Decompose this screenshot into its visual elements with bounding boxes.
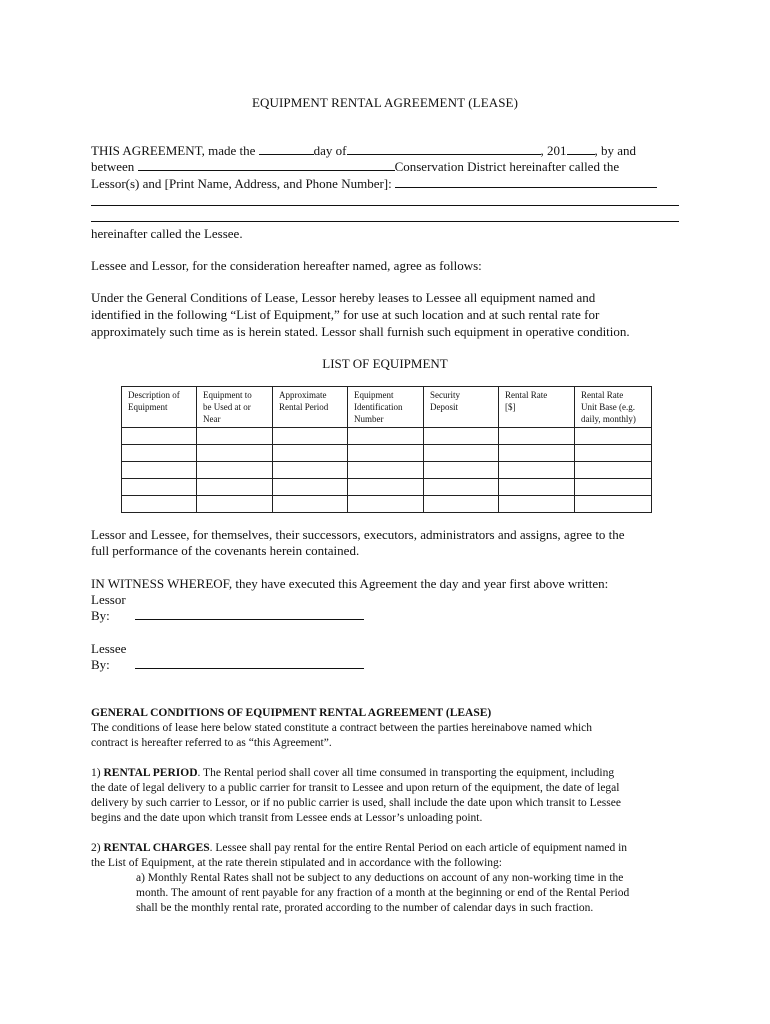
table-cell[interactable]	[499, 496, 575, 513]
table-cell[interactable]	[575, 479, 652, 496]
table-cell[interactable]	[575, 445, 652, 462]
header-security-deposit: Security Deposit	[424, 387, 499, 428]
intro-text: between	[91, 159, 138, 174]
intro-line-2	[91, 159, 691, 176]
table-cell[interactable]	[348, 479, 424, 496]
intro-line-4: hereinafter called the Lessee.	[91, 226, 243, 241]
intro-line-1	[91, 143, 691, 160]
header-description: Description of Equipment	[122, 387, 197, 428]
section-1-heading: RENTAL PERIOD	[103, 767, 198, 779]
agree-text: Lessee and Lessor, for the consideration hereafter named, agree as follows:	[91, 258, 482, 273]
table-cell[interactable]	[424, 479, 499, 496]
lessee-info-line[interactable]	[91, 205, 679, 206]
table-cell[interactable]	[273, 462, 348, 479]
section-2-line: 2) RENTAL CHARGES. Lessee shall pay rental for the entire Rental Period on each article of equipment named in	[91, 842, 628, 854]
section-2a-line: shall be the monthly rental rate, prorated according to the number of calendar days in such fraction.	[136, 902, 594, 914]
table-cell[interactable]	[122, 462, 197, 479]
witness-text: IN WITNESS WHEREOF, they have executed this Agreement the day and year first above written:	[91, 576, 609, 591]
table-row	[122, 479, 652, 496]
table-cell[interactable]	[122, 496, 197, 513]
gc-intro-line: contract is hereafter referred to as “this Agreement”.	[91, 737, 332, 749]
section-2a-line: month. The amount of rent payable for any fraction of a month at the beginning or end of the Rental Period	[136, 887, 630, 899]
table-cell[interactable]	[424, 445, 499, 462]
table-row	[122, 445, 652, 462]
table-cell[interactable]	[122, 445, 197, 462]
table-cell[interactable]	[499, 462, 575, 479]
table-cell[interactable]	[348, 445, 424, 462]
general-para-line: Under the General Conditions of Lease, Lessor hereby leases to Lessee all equipment named and	[91, 290, 596, 305]
lessee-label: Lessee	[91, 641, 127, 656]
by-label: By:	[91, 657, 110, 672]
table-cell[interactable]	[424, 496, 499, 513]
table-cell[interactable]	[197, 479, 273, 496]
table-cell[interactable]	[499, 479, 575, 496]
header-location: Equipment to be Used at or Near	[197, 387, 273, 428]
table-cell[interactable]	[273, 496, 348, 513]
section-1-line: delivery by such carrier to Lessor, or if no public carrier is used, shall include the date upon which transit to Lessee	[91, 797, 621, 809]
table-row	[122, 462, 652, 479]
list-of-equipment-title: LIST OF EQUIPMENT	[322, 356, 448, 371]
conservation-district-blank[interactable]	[138, 159, 395, 171]
intro-text: Conservation District hereinafter called the	[394, 159, 620, 174]
intro-text: day of	[313, 143, 347, 158]
table-cell[interactable]	[273, 428, 348, 445]
table-cell[interactable]	[499, 428, 575, 445]
section-2-heading: RENTAL CHARGES	[103, 842, 210, 854]
lessee-signature-line[interactable]	[135, 657, 364, 669]
table-cell[interactable]	[197, 462, 273, 479]
intro-text: THIS AGREEMENT, made the	[91, 143, 259, 158]
section-2-line: the List of Equipment, at the rate therein stipulated and in accordance with the following:	[91, 857, 502, 869]
table-cell[interactable]	[348, 496, 424, 513]
lessee-signature-row	[91, 657, 691, 674]
lessor-label: Lessor	[91, 592, 126, 607]
table-cell[interactable]	[424, 462, 499, 479]
date-month-blank[interactable]	[347, 143, 541, 155]
date-day-blank[interactable]	[259, 143, 314, 155]
lessee-info-line[interactable]	[91, 221, 679, 222]
table-cell[interactable]	[575, 462, 652, 479]
header-identification: Equipment Identification Number	[348, 387, 424, 428]
table-cell[interactable]	[197, 496, 273, 513]
general-conditions-heading: GENERAL CONDITIONS OF EQUIPMENT RENTAL AGREEMENT (LEASE)	[91, 707, 492, 719]
lessee-info-blank[interactable]	[395, 176, 657, 188]
table-cell[interactable]	[348, 462, 424, 479]
table-cell[interactable]	[273, 445, 348, 462]
header-rental-rate: Rental Rate [$]	[499, 387, 575, 428]
table-cell[interactable]	[122, 428, 197, 445]
table-header-row	[122, 387, 652, 428]
by-label: By:	[91, 608, 110, 623]
section-1-line: the date of legal delivery to a public carrier for transit to Lessee and upon return of the equipment, the date of legal	[91, 782, 620, 794]
general-para-line: approximately such time as is herein stated. Lessor shall furnish such equipment in operative condition.	[91, 324, 630, 339]
section-2a-line: a) Monthly Rental Rates shall not be subject to any deductions on account of any non-working time in the	[136, 872, 624, 884]
lessor-signature-row	[91, 608, 691, 625]
table-cell[interactable]	[122, 479, 197, 496]
section-1-line: begins and the date upon which transit from Lessee ends at Lessor’s unloading point.	[91, 812, 483, 824]
covenant-line: full performance of the covenants herein contained.	[91, 543, 360, 558]
header-rental-period: Approximate Rental Period	[273, 387, 348, 428]
intro-text: , 201	[540, 143, 567, 158]
table-cell[interactable]	[197, 445, 273, 462]
equipment-table	[121, 386, 652, 513]
intro-line-3	[91, 176, 691, 193]
table-cell[interactable]	[273, 479, 348, 496]
intro-text: , by and	[594, 143, 637, 158]
intro-text: Lessor(s) and [Print Name, Address, and Phone Number]:	[91, 176, 395, 191]
table-cell[interactable]	[575, 496, 652, 513]
lessor-signature-line[interactable]	[135, 608, 364, 620]
table-cell[interactable]	[424, 428, 499, 445]
table-cell[interactable]	[499, 445, 575, 462]
table-row	[122, 428, 652, 445]
table-cell[interactable]	[348, 428, 424, 445]
gc-intro-line: The conditions of lease here below stated constitute a contract between the parties hereinabove named which	[91, 722, 593, 734]
section-1-line: 1) RENTAL PERIOD. The Rental period shall cover all time consumed in transporting the equipment, including	[91, 767, 615, 779]
table-cell[interactable]	[575, 428, 652, 445]
header-unit-base: Rental Rate Unit Base (e.g. daily, monthly)	[575, 387, 652, 428]
covenant-line: Lessor and Lessee, for themselves, their successors, executors, administrators and assigns, agree to the	[91, 527, 625, 542]
date-year-blank[interactable]	[567, 143, 595, 155]
table-row	[122, 496, 652, 513]
document-title: EQUIPMENT RENTAL AGREEMENT (LEASE)	[251, 95, 519, 110]
general-para-line: identified in the following “List of Equipment,” for use at such location and at such rental rate for	[91, 307, 600, 322]
table-cell[interactable]	[197, 428, 273, 445]
